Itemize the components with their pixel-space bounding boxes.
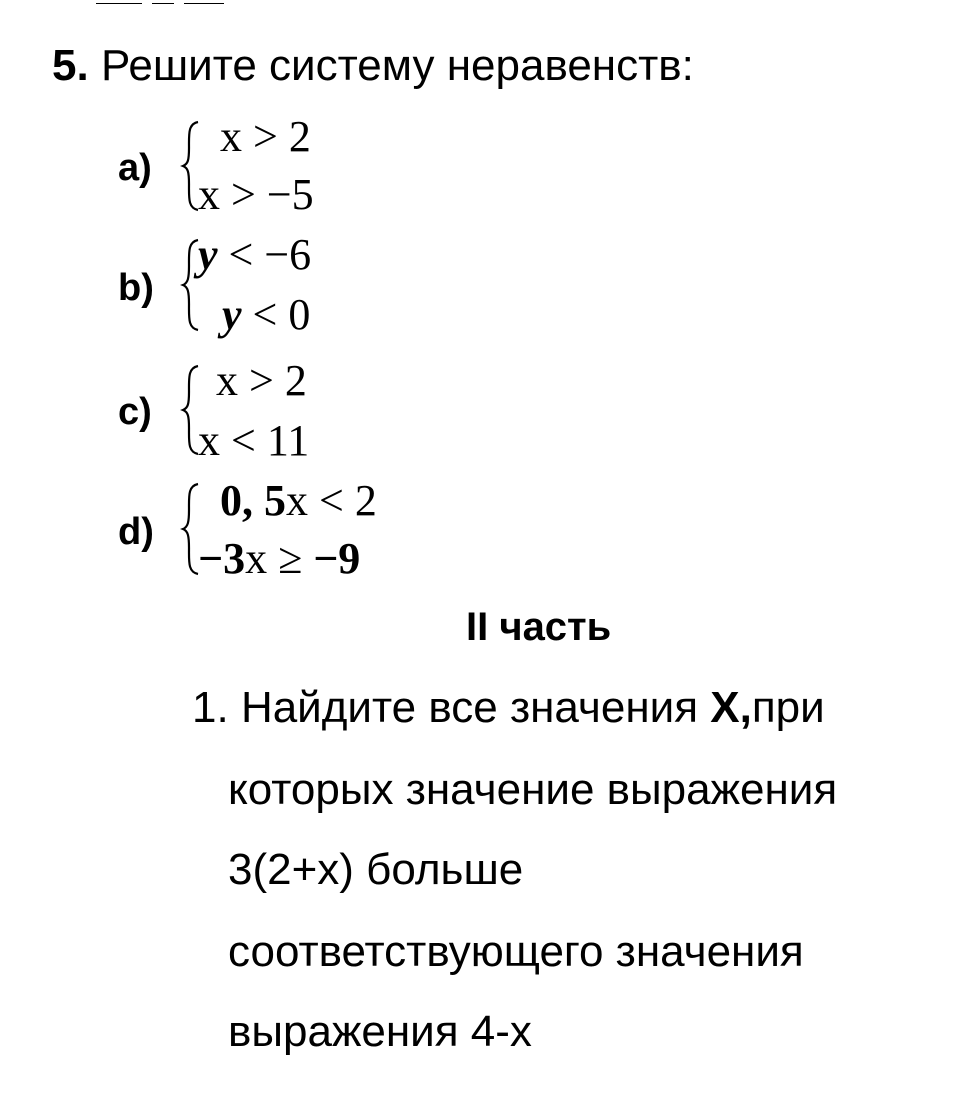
task-1-line-2: которых значение выражения <box>228 765 838 814</box>
inequality-line-1: x > 2 <box>220 112 311 161</box>
task-1-line-5: выражения 4-x <box>228 1007 532 1056</box>
system-label: d) <box>118 511 154 553</box>
task-number: 1. <box>192 683 229 732</box>
task-1-line-1: 1. Найдите все значения X,при <box>192 683 825 732</box>
task-1-line-4: соответствующего значения <box>228 927 804 976</box>
system-b <box>0 228 700 348</box>
task-number: 5. <box>52 41 89 90</box>
inequality-line-2: −3x ≥ −9 <box>198 534 361 583</box>
task-1-line-3: 3(2+x) больше <box>228 845 524 894</box>
task-text: Решите систему неравенств: <box>100 41 694 90</box>
task-5-title <box>52 38 694 94</box>
system-label: c) <box>118 391 152 433</box>
system-a <box>0 110 700 230</box>
inequality-line-2: y < 0 <box>222 290 311 339</box>
system-c <box>0 354 700 474</box>
cropped-top-text <box>96 0 246 4</box>
system-label: b) <box>118 267 154 309</box>
part-2-heading: II часть <box>466 605 612 649</box>
system-d <box>0 470 700 590</box>
inequality-line-2: x < 11 <box>198 416 310 465</box>
inequality-line-1: 0, 5x < 2 <box>220 476 377 525</box>
system-label: a) <box>118 147 152 189</box>
inequality-line-1: y < −6 <box>198 230 312 279</box>
inequality-line-1: x > 2 <box>216 356 307 405</box>
inequality-line-2: x > −5 <box>198 170 314 219</box>
